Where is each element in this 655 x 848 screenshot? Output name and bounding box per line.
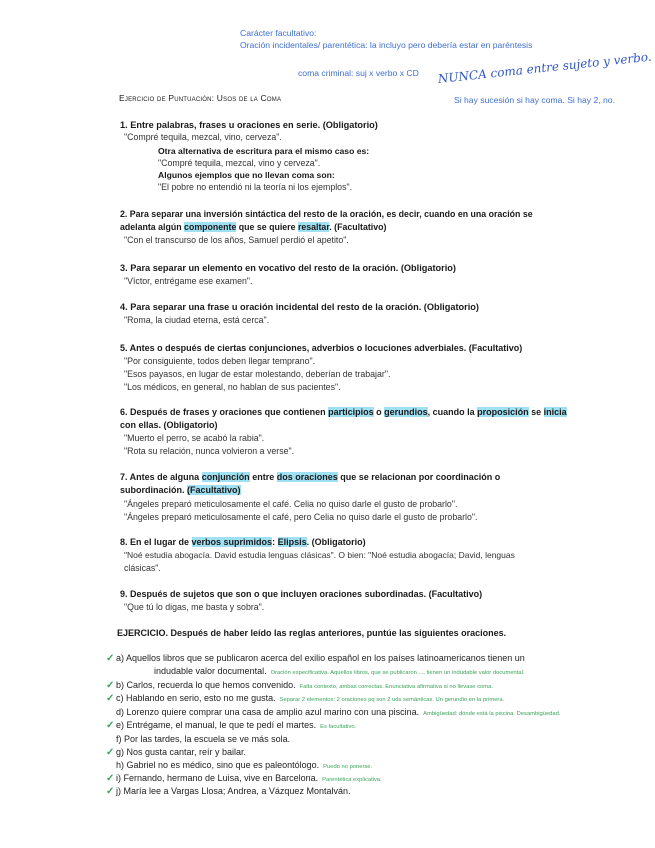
- rule-1-example-1: "Compré tequila, mezcal, vino, cerveza".: [124, 132, 282, 142]
- rule-8-example-2: clásicas".: [124, 563, 161, 573]
- rule-7-example-1: "Ángeles preparó meticulosamente el café. Celia no quiso darle el gusto de probarlo".: [124, 499, 458, 509]
- rule-1-no-heading: Algunos ejemplos que no llevan coma son:: [158, 170, 335, 180]
- rule-1-example-3: "El pobre no entendió ni la teoría ni los ejemplos".: [158, 182, 353, 192]
- highlight-resaltar: resaltar: [297, 222, 330, 232]
- exercise-note: Oración especificativa. Aquellos libros, que se publicaron ..., tienen un indudable valor documental.: [270, 670, 525, 676]
- rule-6-example-1: "Muerto el perro, se acabó la rabia".: [124, 433, 265, 443]
- highlight-facultativo: (Facultativo): [187, 485, 241, 495]
- rule-2-heading-cont: adelanta algún componente que se quiere resaltar. (Facultativo): [120, 222, 387, 232]
- exercise-note: Parentética explicativa.: [322, 777, 382, 783]
- exercise-item: [106, 781, 354, 799]
- exercise-sentence: i) Fernando, hermano de Luisa, vive en Barcelona.: [116, 773, 319, 783]
- rule-7-example-2: "Ángeles preparó meticulosamente el café, pero Celia no quiso darle el gusto de probarlo".: [124, 512, 478, 522]
- exercise-sentence: indudable valor documental.: [154, 666, 267, 676]
- exercise-heading: EJERCICIO. Después de haber leído las reglas anteriores, puntúe las siguientes oraciones.: [117, 628, 507, 638]
- rule-5-example-2: "Esos payasos, en lugar de estar molestando, deberían de trabajar".: [124, 369, 391, 379]
- rule-7-heading-cont: subordinación. (Facultativo): [120, 485, 241, 495]
- rule-8-example-1: "Noé estudia abogacía. David estudia lenguas clásicas". O bien: "Noé estudia abogacía; David, lenguas: [124, 550, 515, 560]
- exercise-sentence: c) Hablando en serio, esto no me gusta.: [116, 693, 276, 703]
- exercise-note: Separar 2 elementos: 2 oraciones pq son 2 uds semánticas. Un gerundio en la primera.: [279, 697, 505, 703]
- exercise-sentence: a) Aquellos libros que se publicaron acerca del exilio español en los países latinoamericanos tienen un: [116, 653, 525, 663]
- rule-8-heading: 8. En el lugar de verbos suprimidos: Elipsis. (Obligatorio): [120, 537, 366, 547]
- check-mark-icon: ✓: [106, 680, 115, 691]
- exercise-sentence: g) Nos gusta cantar, reír y bailar.: [116, 747, 247, 757]
- check-mark-icon: ✓: [106, 747, 115, 758]
- rule-6-heading: 6. Después de frases y oraciones que contienen participios o gerundios, cuando la proposición se inicia: [120, 407, 567, 417]
- note-coma-criminal: coma criminal: suj x verbo x CD: [298, 68, 419, 78]
- highlight-participios: participios: [328, 407, 374, 417]
- rule-5-example-3: "Los médicos, en general, no hablan de sus pacientes".: [124, 382, 341, 392]
- note-handwritten: NUNCA coma entre sujeto y verbo.: [437, 49, 653, 86]
- document-title: Ejercicio de Puntuación: Usos de la Coma: [119, 93, 282, 103]
- rule-5-example-1: "Por consiguiente, todos deben llegar temprano".: [124, 356, 316, 366]
- rule-4-example: "Roma, la ciudad eterna, está cerca".: [124, 315, 270, 325]
- exercise-note: Puedo no ponerse.: [323, 764, 373, 770]
- rule-6-heading-cont: con ellas. (Obligatorio): [120, 420, 218, 430]
- exercise-sentence: h) Gabriel no es médico, sino que es paleontólogo.: [116, 760, 320, 770]
- check-mark-icon: ✓: [106, 773, 115, 784]
- exercise-note: Falta contexto, ambas correctas. Enunciativa afirmativa si no llevase coma.: [299, 684, 493, 690]
- rule-7-heading: 7. Antes de alguna conjunción entre dos oraciones que se relacionan por coordinación o: [120, 472, 501, 482]
- highlight-conjuncion: conjunción: [201, 472, 250, 482]
- highlight-componente: componente: [184, 222, 237, 232]
- note-sucesion: Si hay sucesión si hay coma. Si hay 2, no.: [454, 95, 615, 105]
- exercise-sentence: d) Lorenzo quiere comprar una casa de amplio azul marino con una piscina.: [116, 707, 420, 717]
- highlight-proposicion: proposición: [477, 407, 529, 417]
- check-mark-icon: ✓: [106, 693, 115, 704]
- highlight-elipsis: Elipsis: [277, 537, 307, 547]
- check-mark-icon: ✓: [106, 653, 115, 664]
- rule-6-example-2: "Rota su relación, nunca volvieron a verse".: [124, 446, 295, 456]
- note-incidentales: Oración incidentales/ parentética: la incluyo pero debería estar en paréntesis: [240, 40, 533, 50]
- exercise-sentence: b) Carlos, recuerda lo que hemos convenido.: [116, 680, 296, 690]
- rule-9-example: "Que tú lo digas, me basta y sobra".: [124, 602, 265, 612]
- rule-9-heading: 9. Después de sujetos que son o que incluyen oraciones subordinadas. (Facultativo): [120, 589, 483, 599]
- rule-1-heading: 1. Entre palabras, frases u oraciones en serie. (Obligatorio): [120, 120, 378, 130]
- rule-3-example: "Víctor, entrégame ese examen".: [124, 276, 253, 286]
- note-facultativo: Carácter facultativo:: [240, 28, 317, 38]
- highlight-dos-oraciones: dos oraciones: [276, 472, 338, 482]
- highlight-inicia: inicia: [543, 407, 567, 417]
- rule-1-example-2: "Compré tequila, mezcal, vino y cerveza".: [158, 158, 321, 168]
- exercise-sentence: e) Entrégame, el manual, le que te pedí el martes.: [116, 720, 317, 730]
- exercise-sentence: j) María lee a Vargas Llosa; Andrea, a Vázquez Montalván.: [116, 786, 351, 796]
- highlight-verbos-suprimidos: verbos suprimidos: [191, 537, 273, 547]
- rule-3-heading: 3. Para separar un elemento en vocativo del resto de la oración. (Obligatorio): [120, 263, 456, 273]
- rule-4-heading: 4. Para separar una frase u oración incidental del resto de la oración. (Obligatorio): [120, 302, 479, 312]
- exercise-note: Es facultativo.: [320, 724, 357, 730]
- rule-2-heading: 2. Para separar una inversión sintáctica del resto de la oración, es decir, cuando en una oración se: [120, 209, 533, 219]
- check-mark-icon: ✓: [106, 786, 115, 797]
- rule-1-alt-heading: Otra alternativa de escritura para el mismo caso es:: [158, 146, 370, 156]
- rule-5-heading: 5. Antes o después de ciertas conjunciones, adverbios o locuciones adverbiales. (Facultativo): [120, 343, 523, 353]
- rule-2-example: "Con el transcurso de los años, Samuel perdió el apetito".: [124, 235, 349, 245]
- exercise-sentence: f) Por las tardes, la escuela se ve más sola.: [116, 734, 291, 744]
- exercise-note: Ambigüedad: dónde está la piscina. Desambigüedad.: [423, 711, 561, 717]
- highlight-gerundios: gerundios: [384, 407, 428, 417]
- check-mark-icon: ✓: [106, 720, 115, 731]
